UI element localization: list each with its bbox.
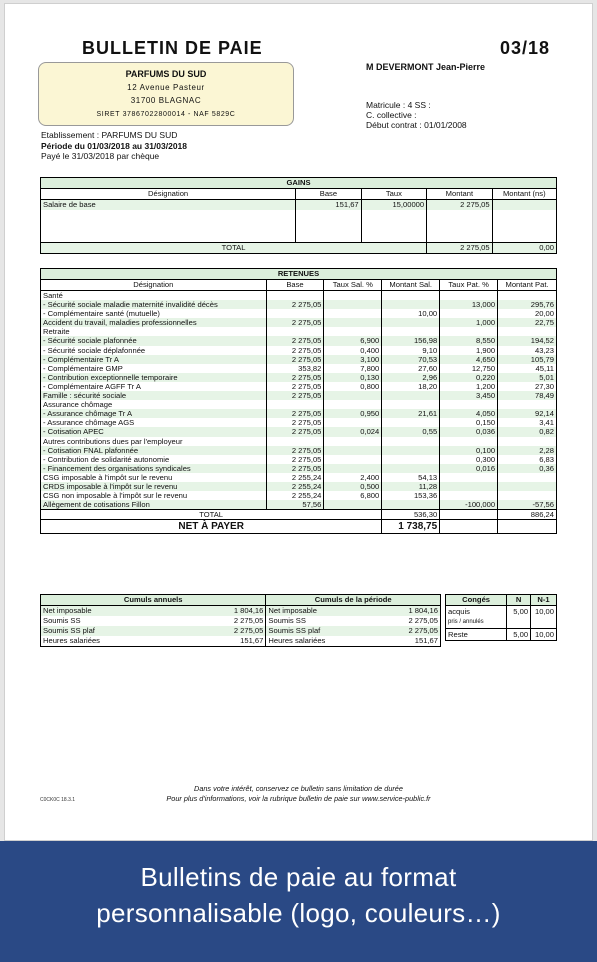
retenue-montant-pat: 27,30	[498, 382, 557, 391]
gains-taux: 15,00000	[361, 200, 426, 211]
cumul-annual-label: Soumis SS	[43, 616, 81, 625]
employee-collective: C. collective :	[366, 110, 417, 120]
retenue-designation: - Financement des organisations syndicales	[41, 464, 267, 473]
retenue-base: 353,82	[266, 364, 324, 373]
retenue-taux-pat: 8,550	[440, 336, 498, 345]
retenue-montant-pat: 5,01	[498, 373, 557, 382]
gains-header: Montant	[427, 189, 492, 200]
table-row	[41, 291, 557, 301]
retenue-base: 2 255,24	[266, 473, 324, 482]
retenue-taux-pat	[440, 473, 498, 482]
retenue-montant-pat: 6,83	[498, 455, 557, 464]
banner-line-2: personnalisable (logo, couleurs…)	[96, 898, 501, 928]
retenue-taux-sal: 0,500	[324, 482, 382, 491]
cumuls-annual-header: Cumuls annuels	[41, 595, 266, 606]
retenue-taux-pat	[440, 482, 498, 491]
retenue-montant-sal	[382, 455, 440, 464]
retenue-taux-sal	[324, 464, 382, 473]
retenue-taux-pat: 12,750	[440, 364, 498, 373]
gains-header: Montant (ns)	[492, 189, 556, 200]
gains-montant-ns	[492, 200, 556, 211]
retenues-table	[40, 268, 557, 534]
retenue-taux-sal	[324, 446, 382, 455]
cumul-period-label: Soumis SS	[268, 616, 306, 625]
net-a-payer-value: 1 738,75	[382, 520, 440, 534]
table-row	[41, 446, 557, 455]
retenue-montant-pat: 0,36	[498, 464, 557, 473]
table-row	[41, 500, 557, 510]
retenue-taux-sal	[324, 500, 382, 510]
retenue-taux-pat: 3,450	[440, 391, 498, 400]
retenue-montant-sal	[382, 500, 440, 510]
retenue-taux-pat	[440, 327, 498, 336]
document-reference: C0CK0C 18.3.1	[40, 797, 76, 803]
employee-matricule: Matricule : 4 SS :	[366, 100, 431, 110]
conges-header: Congés	[446, 595, 507, 606]
retenue-montant-pat	[498, 327, 557, 336]
gains-header: Taux	[361, 189, 426, 200]
retenue-montant-sal: 54,13	[382, 473, 440, 482]
retenue-designation: - Sécurité sociale déplafonnée	[41, 346, 267, 355]
retenue-taux-pat: 0,220	[440, 373, 498, 382]
company-box	[38, 62, 294, 126]
retenue-montant-pat	[498, 473, 557, 482]
retenues-total-row	[41, 510, 557, 520]
payment-info: Payé le 31/03/2018 par chèque	[41, 151, 160, 161]
retenue-base: 2 275,05	[266, 355, 324, 364]
promo-banner	[0, 841, 597, 962]
retenue-taux-sal	[324, 327, 382, 336]
gains-total-ns: 0,00	[492, 242, 556, 253]
retenue-taux-sal	[324, 437, 382, 446]
retenue-montant-pat: 0,82	[498, 427, 557, 436]
pay-period: Période du 01/03/2018 au 31/03/2018	[41, 140, 188, 151]
retenue-base: 2 275,05	[266, 300, 324, 309]
retenue-taux-pat	[440, 437, 498, 446]
retenue-montant-pat: 105,79	[498, 355, 557, 364]
retenue-montant-pat	[498, 291, 557, 301]
retenues-section-title: RETENUES	[41, 269, 557, 280]
retenue-taux-pat: -100,000	[440, 500, 498, 510]
gains-total-label: TOTAL	[41, 242, 427, 253]
table-row	[41, 409, 557, 418]
net-a-payer-label: NET À PAYER	[41, 520, 382, 534]
retenue-base	[266, 437, 324, 446]
retenue-montant-sal	[382, 300, 440, 309]
company-address: 12 Avenue Pasteur	[127, 83, 205, 92]
cumul-annual-value: 1 804,16	[190, 606, 266, 617]
cumul-period-label: Net imposable	[266, 606, 364, 617]
retenue-montant-sal: 153,36	[382, 491, 440, 500]
retenue-montant-pat: 194,52	[498, 336, 557, 345]
table-row	[41, 309, 557, 318]
retenue-taux-sal: 3,100	[324, 355, 382, 364]
cumul-period-value: 151,67	[414, 636, 438, 645]
table-row	[41, 391, 557, 400]
conges-pris-label: pris / annulés	[446, 617, 507, 629]
employee-contract-start: Début contrat : 01/01/2008	[366, 120, 467, 130]
retenue-designation: CRDS imposable à l'impôt sur le revenu	[41, 482, 267, 491]
footer-notice	[0, 784, 597, 804]
gains-montant: 2 275,05	[427, 200, 492, 211]
retenue-montant-sal	[382, 327, 440, 336]
cumul-annual-label: Soumis SS plaf	[41, 626, 191, 636]
retenue-montant-pat: 45,11	[498, 364, 557, 373]
retenue-base	[266, 400, 324, 409]
retenue-taux-sal: 2,400	[324, 473, 382, 482]
retenue-taux-sal	[324, 418, 382, 427]
retenue-montant-pat: 295,76	[498, 300, 557, 309]
table-row	[41, 355, 557, 364]
cumul-annual-value: 151,67	[190, 636, 266, 647]
table-row	[41, 346, 557, 355]
retenue-designation: - Sécurité sociale maladie maternité invalidité décès	[41, 300, 267, 309]
company-name: PARFUMS DU SUD	[125, 69, 207, 79]
establishment-info	[41, 130, 187, 162]
retenue-designation: CSG imposable à l'impôt sur le revenu	[41, 473, 267, 482]
retenue-taux-sal	[324, 300, 382, 309]
table-row	[41, 400, 557, 409]
table-row	[41, 616, 441, 626]
retenue-taux-pat: 0,100	[440, 446, 498, 455]
retenue-designation: Retraite	[41, 327, 267, 336]
retenue-designation: Autres contributions dues par l'employeur	[41, 437, 267, 446]
retenue-taux-sal: 6,800	[324, 491, 382, 500]
retenue-designation: Santé	[41, 291, 267, 301]
retenue-taux-sal: 0,024	[324, 427, 382, 436]
retenue-montant-sal: 70,53	[382, 355, 440, 364]
retenue-taux-sal	[324, 400, 382, 409]
retenue-montant-sal: 156,98	[382, 336, 440, 345]
table-row	[41, 300, 557, 309]
retenues-header: Montant Sal.	[382, 280, 440, 291]
retenues-header: Taux Pat. %	[440, 280, 498, 291]
retenue-base	[266, 327, 324, 336]
cumul-period-value: 1 804,16	[364, 606, 441, 617]
retenue-taux-pat	[440, 309, 498, 318]
conges-acquis-n: 5,00	[507, 606, 531, 618]
employee-info	[366, 100, 467, 130]
retenue-taux-pat: 1,200	[440, 382, 498, 391]
conges-reste-n: 5,00	[507, 629, 531, 641]
cumul-period-label: Heures salariées	[268, 636, 326, 645]
retenue-montant-sal	[382, 391, 440, 400]
retenues-header: Désignation	[41, 280, 267, 291]
retenue-taux-pat: 1,900	[440, 346, 498, 355]
retenue-taux-pat: 0,300	[440, 455, 498, 464]
retenue-taux-sal: 0,950	[324, 409, 382, 418]
retenue-taux-sal: 7,800	[324, 364, 382, 373]
retenue-base: 2 275,05	[266, 346, 324, 355]
banner-line-1: Bulletins de paie au format	[140, 862, 457, 892]
retenue-montant-pat	[498, 482, 557, 491]
conges-reste-label: Reste	[446, 629, 507, 641]
table-row	[41, 626, 441, 636]
retenue-designation: - Complémentaire santé (mutuelle)	[41, 309, 267, 318]
retenue-montant-pat: 3,41	[498, 418, 557, 427]
retenue-designation: - Cotisation FNAL plafonnée	[41, 446, 267, 455]
retenue-designation: Famille : sécurité sociale	[41, 391, 267, 400]
retenue-montant-sal: 9,10	[382, 346, 440, 355]
retenues-header: Taux Sal. %	[324, 280, 382, 291]
establishment-label: Etablissement : PARFUMS DU SUD	[41, 130, 178, 140]
retenue-taux-pat: 4,050	[440, 409, 498, 418]
retenue-montant-sal	[382, 464, 440, 473]
retenue-designation: - Assurance chômage Tr A	[41, 409, 267, 418]
retenue-base	[266, 309, 324, 318]
retenue-designation: - Contribution de solidarité autonomie	[41, 455, 267, 464]
company-siret: SIRET 37867022800014 - NAF 5829C	[96, 111, 236, 118]
retenue-montant-pat: 43,23	[498, 346, 557, 355]
retenue-base: 2 275,05	[266, 418, 324, 427]
table-row	[41, 482, 557, 491]
retenue-montant-pat	[498, 400, 557, 409]
period-code: 03/18	[500, 38, 551, 58]
retenue-designation: - Assurance chômage AGS	[41, 418, 267, 427]
retenue-montant-sal: 10,00	[382, 309, 440, 318]
table-row	[41, 636, 441, 647]
retenue-designation: - Complémentaire AGFF Tr A	[41, 382, 267, 391]
conges-table	[445, 594, 557, 641]
retenue-taux-sal: 0,800	[324, 382, 382, 391]
retenue-montant-sal: 11,28	[382, 482, 440, 491]
cumuls-table	[40, 594, 441, 647]
retenue-base: 2 275,05	[266, 382, 324, 391]
footer-line-1: Dans votre intérêt, conservez ce bulletin sans limitation de durée	[194, 784, 403, 793]
retenue-base: 2 275,05	[266, 391, 324, 400]
retenue-taux-sal: 6,900	[324, 336, 382, 345]
table-row	[41, 364, 557, 373]
table-row	[41, 327, 557, 336]
retenue-designation: - Contribution exceptionnelle temporaire	[41, 373, 267, 382]
retenue-montant-pat: 92,14	[498, 409, 557, 418]
retenue-montant-sal: 2,96	[382, 373, 440, 382]
table-row	[41, 437, 557, 446]
gains-section-title: GAINS	[41, 178, 557, 189]
gains-designation: Salaire de base	[41, 200, 296, 211]
retenue-designation: - Cotisation APEC	[41, 427, 267, 436]
retenue-taux-sal	[324, 291, 382, 301]
retenue-base: 2 275,05	[266, 318, 324, 327]
retenues-total-sal: 536,30	[382, 510, 440, 520]
gains-header: Désignation	[41, 189, 296, 200]
retenue-montant-sal: 0,55	[382, 427, 440, 436]
net-a-payer-row	[41, 520, 557, 534]
retenue-montant-sal: 27,60	[382, 364, 440, 373]
retenue-montant-sal: 21,61	[382, 409, 440, 418]
retenue-montant-pat	[498, 437, 557, 446]
table-row	[41, 373, 557, 382]
cumul-period-value: 2 275,05	[364, 626, 441, 636]
retenue-montant-pat: 78,49	[498, 391, 557, 400]
retenues-total-label: TOTAL	[41, 510, 382, 520]
payslip-title: BULLETIN DE PAIE	[82, 38, 263, 58]
retenue-montant-sal	[382, 318, 440, 327]
table-row	[41, 464, 557, 473]
retenue-montant-pat: -57,56	[498, 500, 557, 510]
conges-reste-row	[446, 629, 557, 641]
table-row	[41, 318, 557, 327]
cumul-annual-value: 2 275,05	[190, 626, 266, 636]
gains-total-montant: 2 275,05	[427, 242, 492, 253]
retenue-montant-sal	[382, 400, 440, 409]
retenue-taux-pat: 0,036	[440, 427, 498, 436]
retenue-montant-sal	[382, 291, 440, 301]
retenue-taux-pat: 4,650	[440, 355, 498, 364]
retenue-base: 2 255,24	[266, 491, 324, 500]
retenue-taux-pat: 0,150	[440, 418, 498, 427]
retenue-designation: Assurance chômage	[41, 400, 267, 409]
retenue-taux-pat: 1,000	[440, 318, 498, 327]
conges-acquis-row	[446, 606, 557, 618]
retenue-base: 2 275,05	[266, 409, 324, 418]
retenue-montant-pat: 2,28	[498, 446, 557, 455]
conges-pris-row	[446, 617, 557, 629]
retenue-montant-pat: 22,75	[498, 318, 557, 327]
table-row	[41, 455, 557, 464]
retenue-montant-pat: 20,00	[498, 309, 557, 318]
table-row	[41, 491, 557, 500]
retenue-base: 2 275,05	[266, 373, 324, 382]
retenue-designation: - Sécurité sociale plafonnée	[41, 336, 267, 345]
retenue-montant-sal: 18,20	[382, 382, 440, 391]
retenue-taux-pat: 13,000	[440, 300, 498, 309]
cumul-period-value: 2 275,05	[408, 616, 438, 625]
retenue-base: 57,56	[266, 500, 324, 510]
retenue-base: 2 275,05	[266, 427, 324, 436]
retenue-taux-pat: 0,016	[440, 464, 498, 473]
retenues-header: Montant Pat.	[498, 280, 557, 291]
gains-base: 151,67	[296, 200, 361, 211]
retenue-base: 2 275,05	[266, 464, 324, 473]
cumul-annual-label: Heures salariées	[43, 636, 100, 645]
retenue-designation: Allègement de cotisations Fillon	[41, 500, 267, 510]
retenue-taux-pat	[440, 291, 498, 301]
retenue-base: 2 275,05	[266, 455, 324, 464]
retenue-designation: - Complémentaire Tr A	[41, 355, 267, 364]
retenue-taux-sal: 0,400	[324, 346, 382, 355]
table-row	[41, 382, 557, 391]
employee-name: M DEVERMONT Jean-Pierre	[366, 62, 486, 72]
conges-acquis-n1: 10,00	[531, 606, 557, 618]
retenue-montant-sal	[382, 418, 440, 427]
retenue-taux-sal	[324, 391, 382, 400]
cumul-annual-value: 2 275,05	[190, 616, 266, 626]
retenue-taux-sal	[324, 318, 382, 327]
gains-header: Base	[296, 189, 361, 200]
gains-table	[40, 177, 557, 254]
retenue-base	[266, 291, 324, 301]
table-row	[41, 336, 557, 345]
retenue-taux-pat	[440, 400, 498, 409]
retenue-taux-sal	[324, 309, 382, 318]
table-row	[41, 427, 557, 436]
conges-acquis-label: acquis	[446, 606, 507, 618]
retenue-base: 2 255,24	[266, 482, 324, 491]
retenue-taux-sal: 0,130	[324, 373, 382, 382]
cumul-annual-label: Net imposable	[41, 606, 191, 617]
table-row	[41, 473, 557, 482]
retenue-taux-sal	[324, 455, 382, 464]
retenue-montant-sal	[382, 446, 440, 455]
retenue-designation: - Complémentaire GMP	[41, 364, 267, 373]
conges-header: N	[507, 595, 531, 606]
table-row	[41, 606, 441, 617]
conges-reste-n1: 10,00	[531, 629, 557, 641]
retenues-header: Base	[266, 280, 324, 291]
conges-header: N-1	[531, 595, 557, 606]
cumuls-period-header: Cumuls de la période	[266, 595, 441, 606]
table-row	[41, 418, 557, 427]
retenue-base: 2 275,05	[266, 446, 324, 455]
cumul-period-label: Soumis SS plaf	[266, 626, 364, 636]
retenue-montant-pat	[498, 491, 557, 500]
table-row	[41, 200, 557, 211]
footer-line-2: Pour plus d'informations, voir la rubrique bulletin de paie sur www.service-public.fr	[166, 794, 431, 803]
gains-total-row	[41, 242, 557, 253]
retenue-designation: Accident du travail, maladies professionnelles	[41, 318, 267, 327]
retenue-montant-sal	[382, 437, 440, 446]
company-city: 31700 BLAGNAC	[130, 96, 202, 105]
retenue-designation: CSG non imposable à l'impôt sur le revenu	[41, 491, 267, 500]
retenues-total-pat: 886,24	[498, 510, 557, 520]
retenue-base: 2 275,05	[266, 336, 324, 345]
retenue-taux-pat	[440, 491, 498, 500]
